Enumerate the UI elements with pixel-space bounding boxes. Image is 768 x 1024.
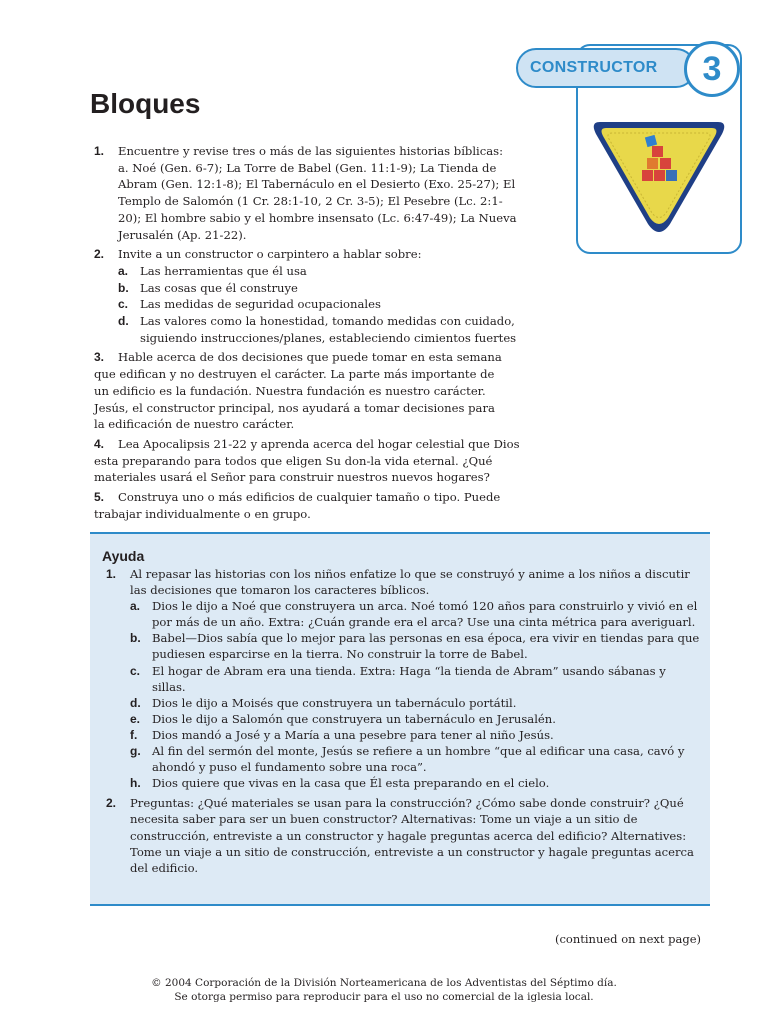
requirement-line: Templo de Salomón (1 Cr. 28:1-10, 2 Cr. 3-5); El Pesebre (Lc. 2:1- (118, 194, 503, 209)
footer-line: © 2004 Corporación de la División Norteamericana de los Adventistas del Séptimo día. (151, 977, 617, 989)
requirement-sub-item (118, 280, 554, 297)
requirement-line: un edificio es la fundación. Nuestra fundación es nuestro carácter. (94, 383, 486, 398)
ayuda-number: 2. (106, 796, 117, 811)
sub-text: Al fin del sermón del monte, Jesús se refiere a un hombre “que al edificar una casa, cavó y ahondó y puso el fundamento sobre una roca”. (152, 744, 685, 775)
sub-text: Dios quiere que vivas en la casa que Él esta preparando en el cielo. (152, 776, 550, 791)
requirement-4 (94, 436, 554, 486)
badge-label-text: CONSTRUCTOR (530, 59, 658, 76)
sub-text: Dios le dijo a Salomón que construyera un tabernáculo en Jerusalén. (152, 711, 556, 726)
constructor-patch-icon (586, 112, 732, 240)
requirement-line: materiales usará el Señor para construir nuestros nuevos hogares? (94, 470, 490, 485)
requirement-5 (94, 489, 554, 522)
sub-text: El hogar de Abram era una tienda. Extra: Haga “la tienda de Abram” usando sábanas y sillas. (152, 663, 666, 694)
requirement-line: esta preparando para todos que eligen Su don-la vida eternal. ¿Qué (94, 453, 493, 468)
requirement-line: trabajar individualmente o en grupo. (94, 506, 311, 521)
requirement-line: Jesús, el constructor principal, nos ayudará a tomar decisiones para (94, 400, 495, 415)
requirement-number: 1. (94, 144, 105, 158)
ayuda-sub-item (130, 663, 702, 695)
sub-letter: c. (118, 297, 129, 312)
requirement-sub-item (118, 296, 554, 313)
badge-number (684, 41, 740, 97)
requirement-text: Hable acerca de dos decisiones que puede tomar en esta semana (118, 350, 502, 365)
requirement-number: 2. (94, 247, 105, 262)
requirement-1 (94, 143, 554, 243)
sub-text: Dios mandó a José y a María a una pesebre para tener al niño Jesús. (152, 727, 554, 742)
badge-label (516, 48, 696, 88)
requirement-number: 5. (94, 490, 105, 505)
requirement-text: Construya uno o más edificios de cualquier tamaño o tipo. Puede (118, 490, 501, 505)
sub-letter: d. (118, 314, 129, 329)
requirement-number: 4. (94, 436, 105, 451)
requirement-line: 20); El hombre sabio y el hombre insensato (Lc. 6:47-49); La Nueva (118, 210, 517, 225)
requirement-text: Invite a un constructor o carpintero a hablar sobre: (118, 247, 422, 262)
requirement-line: Abram (Gen. 12:1-8); El Tabernáculo en el Desierto (Exo. 25-27); El (118, 177, 516, 192)
requirement-2 (94, 246, 554, 346)
requirement-sub-item (118, 263, 554, 280)
sub-text: Las medidas de seguridad ocupacionales (140, 297, 381, 312)
requirement-line: que edifican y no destruyen el carácter. La parte más importante de (94, 367, 495, 382)
sub-letter: g. (130, 744, 141, 759)
ayuda-title: Ayuda (102, 548, 145, 564)
ayuda-box (90, 532, 710, 906)
sub-text: Babel—Dios sabía que lo mejor para las personas en esa época, era vivir en tiendas para que pudiesen esparcirse en la tierra. No construir la torre de Babel. (152, 631, 700, 662)
sub-letter: b. (118, 280, 129, 295)
sub-letter: f. (130, 727, 138, 742)
ayuda-body (102, 566, 702, 876)
ayuda-sub-item (130, 598, 702, 630)
footer-line: Se otorga permiso para reproducir para el uso no comercial de la iglesia local. (174, 991, 594, 1003)
sub-letter: h. (130, 776, 141, 791)
ayuda-item-text: Al repasar las historias con los niños enfatize lo que se construyó y anime a los niños a discutir las decisiones que tomaron los caracteres bíblicos. (130, 567, 690, 598)
ayuda-sub-item (130, 775, 702, 791)
sub-letter: b. (130, 631, 141, 646)
requirement-line: Jerusalén (Ap. 21-22). (118, 227, 247, 242)
ayuda-item-2 (102, 795, 702, 875)
requirement-number: 3. (94, 350, 105, 365)
requirement-line: a. Noé (Gen. 6-7); La Torre de Babel (Gen. 11:1-9); La Tienda de (118, 160, 497, 175)
requirement-3 (94, 349, 554, 433)
ayuda-sub-item (130, 727, 702, 743)
copyright-footer (100, 976, 668, 1004)
ayuda-sub-item (130, 743, 702, 775)
ayuda-item-text: Preguntas: ¿Qué materiales se usan para la construcción? ¿Cómo sabe donde construir? ¿Qué necesita saber para ser un buen constructor? Alternativas: Tome un viaje a un sitio de construcción, entreviste a un constructor y hagale preguntas acerca del edificio? Alternatives: Tome un viaje a un sitio de construcción, entreviste a un constructor y hagale preguntas acerca del edificio. (130, 796, 694, 875)
requirement-text: Encuentre y revise tres o más de las siguientes historias bíblicas: (118, 144, 504, 158)
sub-letter: c. (130, 663, 141, 678)
requirement-text: Lea Apocalipsis 21-22 y aprenda acerca del hogar celestial que Dios (118, 436, 520, 451)
ayuda-sub-item (130, 630, 702, 662)
requirements-list (94, 143, 554, 525)
sub-letter: e. (130, 711, 141, 726)
ayuda-item-1 (102, 566, 702, 791)
requirement-line: la edificación de nuestro carácter. (94, 417, 295, 432)
sub-text: Dios le dijo a Noé que construyera un arca. Noé tomó 120 años para construirlo y vivió en el por más de un año. Extra: ¿Cuán grande era el arca? Use una cinta métrica para averiguarl. (152, 599, 698, 630)
ayuda-number: 1. (106, 567, 117, 581)
sub-text: Las cosas que él construye (140, 280, 298, 295)
sub-text: Dios le dijo a Moisés que construyera un tabernáculo portátil. (152, 695, 517, 710)
ayuda-sub-item (130, 711, 702, 727)
sub-letter: d. (130, 695, 141, 710)
requirement-sub-item (118, 313, 554, 346)
badge-number-text: 3 (702, 50, 722, 88)
continued-note: (continued on next page) (555, 932, 702, 946)
ayuda-sub-item (130, 695, 702, 711)
sub-letter: a. (118, 263, 129, 278)
sub-text: Las herramientas que él usa (140, 263, 307, 278)
sub-text: Las valores como la honestidad, tomando medidas con cuidado, siguiendo instrucciones/planes, estableciendo cimientos fuertes (140, 314, 517, 345)
page-title: Bloques (90, 88, 201, 119)
sub-letter: a. (130, 599, 141, 614)
